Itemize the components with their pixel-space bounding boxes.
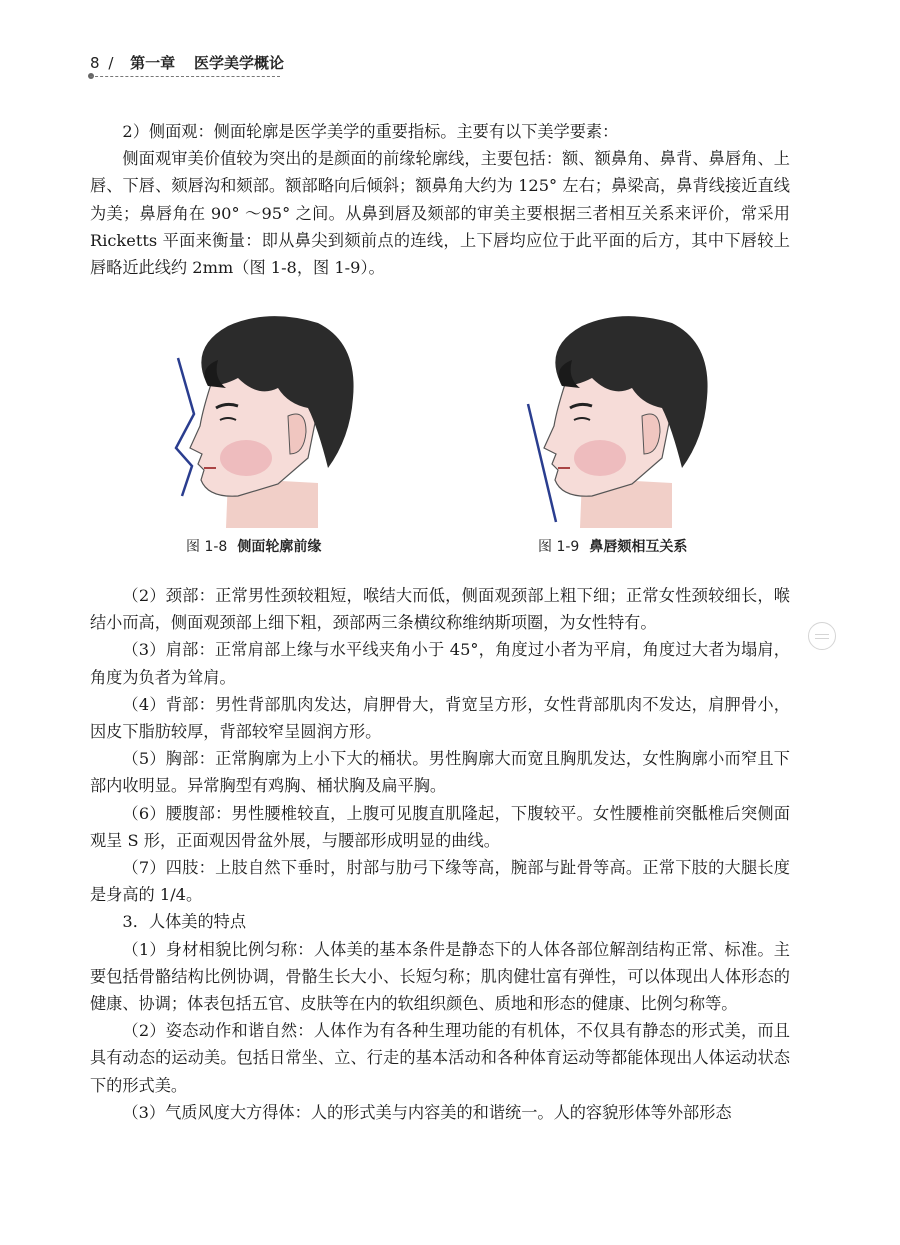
- page-number: 8: [90, 54, 100, 72]
- top-text-block: [90, 118, 790, 281]
- figure-1-8-illustration: [168, 308, 368, 528]
- running-header: [90, 52, 284, 73]
- paragraph: （3）肩部：正常肩部上缘与水平线夹角小于 45°，角度过小者为平肩，角度过大者为塌肩，角度为负者为耸肩。: [90, 640, 790, 687]
- paragraph: 侧面观审美价值较为突出的是颜面的前缘轮廓线，主要包括：额、额鼻角、鼻背、鼻唇角、上唇、下唇、颏唇沟和颏部。额部略向后倾斜；额鼻角大约为 125° 左右；鼻梁高，鼻背线接近直线为美；鼻唇角在 90° ～95° 之间。从鼻到唇及颏部的审美主要根据三者相互关系来评价，常采用 Ricketts 平面来衡量：即从鼻尖到颏前点的连线，上下唇均应位于此平面的后方，其中下唇较上唇略近此线约 2mm（图 1-8，图 1-9）。: [90, 149, 790, 278]
- face-ricketts-line-icon: [522, 308, 722, 528]
- chapter-title: 医学美学概论: [193, 54, 284, 72]
- paragraph: （2）颈部：正常男性颈较粗短，喉结大而低，侧面观颈部上粗下细；正常女性颈较细长，喉结小而高，侧面观颈部上细下粗，颈部两三条横纹称维纳斯项圈，为女性特有。: [90, 586, 790, 633]
- paragraph: （3）气质风度大方得体：人的形式美与内容美的和谐统一。人的容貌形体等外部形态: [122, 1102, 732, 1122]
- figure-1-9-illustration: [522, 308, 722, 528]
- figure-caption-text: 鼻唇颏相互关系: [589, 539, 688, 555]
- face-profile-outline-icon: [168, 308, 368, 528]
- chapter-label: 第一章: [130, 54, 176, 72]
- paragraph: （4）背部：男性背部肌肉发达，肩胛骨大，背宽呈方形，女性背部肌肉不发达，肩胛骨小，因皮下脂肪较厚，背部较窄呈圆润方形。: [90, 694, 790, 742]
- figure-1-8-caption: [186, 536, 321, 556]
- paragraph: （6）腰腹部：男性腰椎较直，上腹可见腹直肌隆起，下腹较平。女性腰椎前突骶椎后突侧面观呈 S 形，正面观因骨盆外展，与腰部形成明显的曲线。: [90, 803, 790, 850]
- header-rule: [90, 76, 280, 77]
- figure-caption-text: 侧面轮廓前缘: [237, 539, 322, 555]
- section-heading: 3．人体美的特点: [122, 912, 247, 932]
- figure-1-9-caption: [538, 536, 687, 556]
- paragraph: （1）身材相貌比例匀称：人体美的基本条件是静态下的人体各部位解剖结构正常、标准。主要包括骨骼结构比例协调，骨骼生长大小、长短匀称；肌肉健壮富有弹性，可以体现出人体形态的健康、协调；体表包括五官、皮肤等在内的软组织颜色、质地和形态的健康、比例匀称等。: [90, 939, 790, 1014]
- margin-watermark-icon: [808, 622, 836, 650]
- figure-number: 图 1-9: [538, 539, 580, 555]
- paragraph: 2）侧面观：侧面轮廓是医学美学的重要指标。主要有以下美学要素：: [122, 122, 619, 141]
- figure-number: 图 1-8: [186, 539, 228, 555]
- paragraph: （5）胸部：正常胸廓为上小下大的桶状。男性胸廓大而宽且胸肌发达，女性胸廓小而窄且下部内收明显。异常胸型有鸡胸、桶状胸及扁平胸。: [90, 749, 790, 796]
- paragraph: （7）四肢：上肢自然下垂时，肘部与肋弓下缘等高，腕部与趾骨等高。正常下肢的大腿长度是身高的 1/4。: [90, 858, 790, 905]
- paragraph: （2）姿态动作和谐自然：人体作为有各种生理功能的有机体，不仅具有静态的形式美，而且具有动态的运动美。包括日常坐、立、行走的基本活动和各种体育运动等都能体现出人体运动状态下的形式美。: [90, 1021, 790, 1095]
- bottom-text-block: [90, 582, 790, 1126]
- header-separator: /: [108, 54, 114, 72]
